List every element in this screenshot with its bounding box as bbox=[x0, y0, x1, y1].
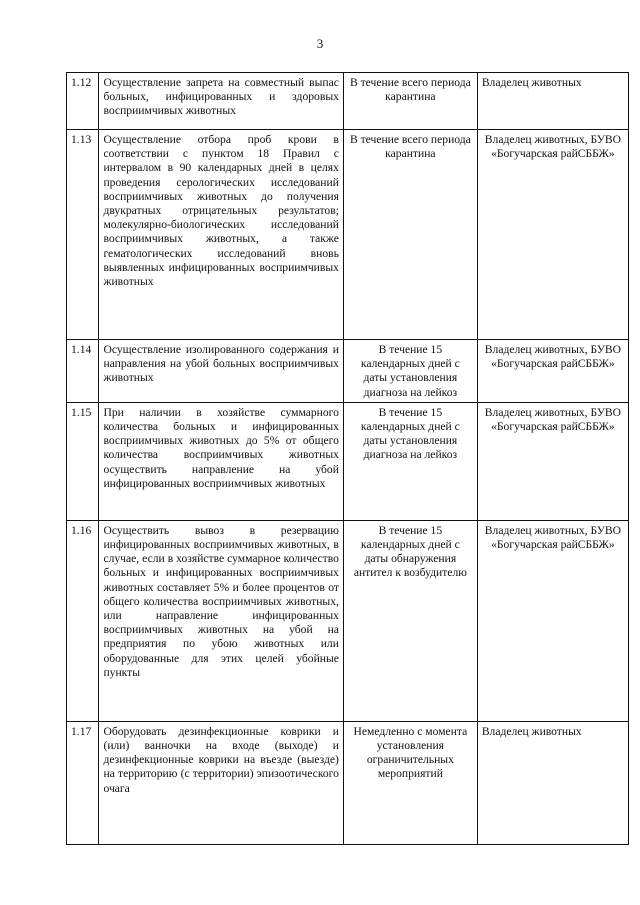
item-number: 1.13 bbox=[67, 130, 99, 340]
table-row bbox=[67, 73, 629, 130]
measure-text: Осуществить вывоз в резервацию инфицированных восприимчивых животных, в случае, если в хозяйстве суммарное количество больных и инфицированных восприимчивых животных составляет 5% и более процентов от общего количества восприимчивых животных, или направление инфицированных восприимчивых животных на убой на предприятия по убою животных или оборудованные для этих целей убойные пункты bbox=[99, 520, 343, 721]
item-number: 1.14 bbox=[67, 340, 99, 403]
deadline-text: В течение 15 календарных дней с даты обнаружения антител к возбудителю bbox=[343, 520, 477, 721]
responsible-text: Владелец животных, БУВО «Богучарская райСББЖ» bbox=[477, 340, 628, 403]
table-row bbox=[67, 402, 629, 520]
responsible-text: Владелец животных bbox=[477, 73, 628, 130]
item-number: 1.16 bbox=[67, 520, 99, 721]
table-row bbox=[67, 520, 629, 721]
deadline-text: В течение 15 календарных дней с даты установления диагноза на лейкоз bbox=[343, 340, 477, 403]
page-number: 3 bbox=[316, 36, 324, 51]
item-number: 1.15 bbox=[67, 402, 99, 520]
item-number: 1.12 bbox=[67, 73, 99, 130]
deadline-text: Немедленно с момента установления ограничительных мероприятий bbox=[343, 721, 477, 844]
responsible-text: Владелец животных, БУВО «Богучарская райСББЖ» bbox=[477, 520, 628, 721]
table-row bbox=[67, 340, 629, 403]
deadline-text: В течение всего периода карантина bbox=[343, 73, 477, 130]
measure-text: Осуществление запрета на совместный выпас больных, инфицированных и здоровых восприимчивых животных bbox=[99, 73, 343, 130]
measures-table bbox=[66, 72, 629, 845]
table-row bbox=[67, 130, 629, 340]
measure-text: Осуществление отбора проб крови в соответствии с пунктом 18 Правил с интервалом в 90 календарных дней в целях проведения серологических исследований восприимчивых животных до получения двукратных отрицательных результатов; молекулярно-биологических исследований восприимчивых животных, а также гематологических исследований вновь выявленных инфицированных восприимчивых животных bbox=[99, 130, 343, 340]
item-number: 1.17 bbox=[67, 721, 99, 844]
responsible-text: Владелец животных, БУВО «Богучарская райСББЖ» bbox=[477, 130, 628, 340]
deadline-text: В течение 15 календарных дней с даты установления диагноза на лейкоз bbox=[343, 402, 477, 520]
responsible-text: Владелец животных bbox=[477, 721, 628, 844]
deadline-text: В течение всего периода карантина bbox=[343, 130, 477, 340]
table-row bbox=[67, 721, 629, 844]
measure-text: Оборудовать дезинфекционные коврики и (или) ванночки на входе (выходе) и дезинфекционные коврики на въезде (выезде) на территорию (с территории) эпизоотического очага bbox=[99, 721, 343, 844]
measure-text: При наличии в хозяйстве суммарного количества больных и инфицированных восприимчивых животных до 5% от общего количества восприимчивых животных осуществить направление на убой инфицированных восприимчивых животных bbox=[99, 402, 343, 520]
measure-text: Осуществление изолированного содержания и направления на убой больных восприимчивых животных bbox=[99, 340, 343, 403]
responsible-text: Владелец животных, БУВО «Богучарская райСББЖ» bbox=[477, 402, 628, 520]
